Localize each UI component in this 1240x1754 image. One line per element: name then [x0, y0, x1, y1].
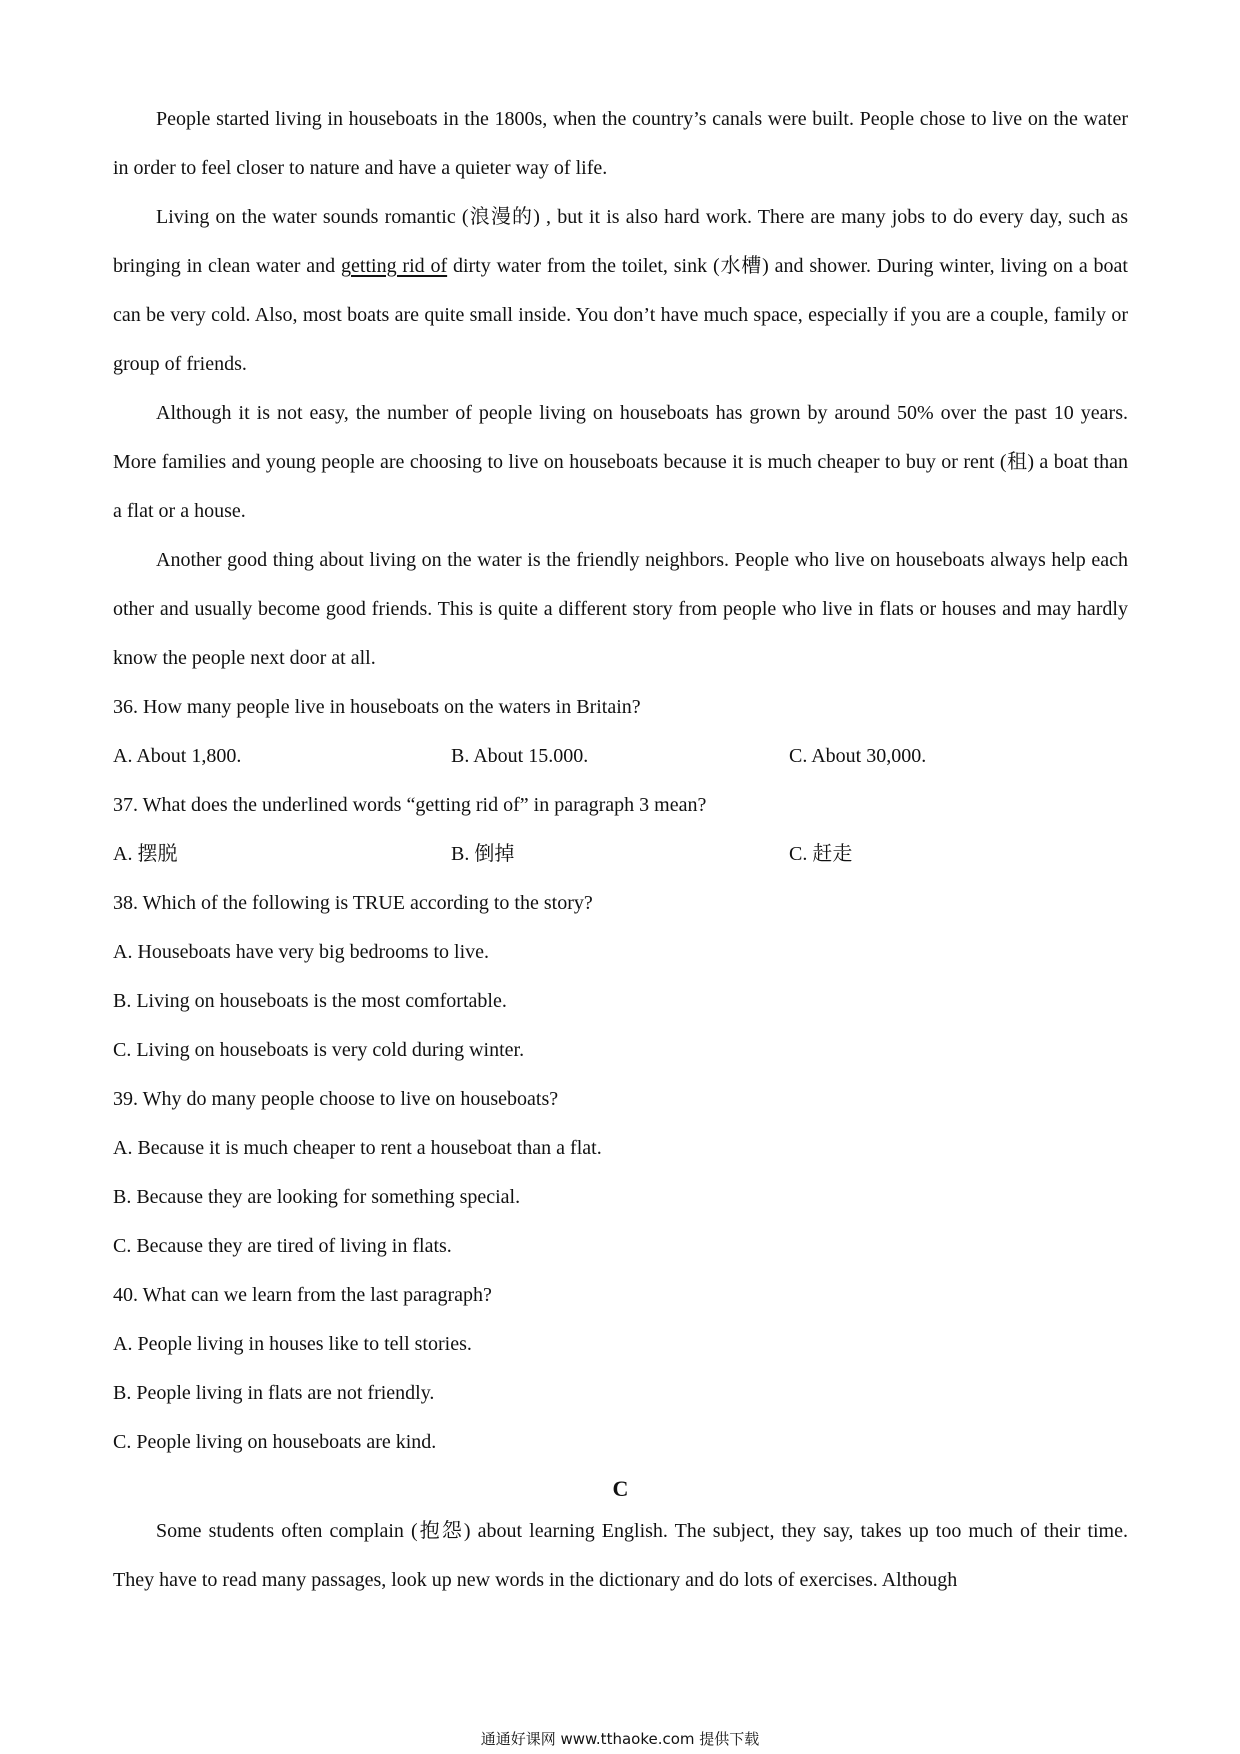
q39-option-a: A. Because it is much cheaper to rent a houseboat than a flat.: [113, 1137, 602, 1159]
q39-option-b: B. Because they are looking for something special.: [113, 1186, 521, 1208]
q38-option-a: A. Houseboats have very big bedrooms to live.: [113, 941, 490, 963]
q40-option-c: C. People living on houseboats are kind.: [113, 1431, 437, 1453]
q37-option-a: A. 摆脱: [113, 843, 178, 865]
document-content: [113, 95, 1128, 1605]
q37-option-b: B. 倒掉: [451, 843, 515, 865]
page-footer: 通通好课网 www.tthaoke.com 提供下载: [480, 1730, 760, 1748]
q40-option-a: A. People living in houses like to tell stories.: [113, 1333, 472, 1355]
q40-option-b: B. People living in flats are not friendly.: [113, 1382, 435, 1404]
paragraph-2-part-2: dirty water from the toilet, sink (水槽) and shower. During winter, living on a boat can be very cold. Also, most boats are quite small inside. You don’t have much space, especially if you are a couple, family or group of friends.: [113, 255, 1128, 375]
section-c-heading: C: [612, 1476, 629, 1501]
question-40: 40. What can we learn from the last paragraph?: [113, 1284, 492, 1306]
question-37: 37. What does the underlined words “getting rid of” in paragraph 3 mean?: [113, 794, 707, 816]
q38-option-b: B. Living on houseboats is the most comfortable.: [113, 990, 507, 1012]
question-38: 38. Which of the following is TRUE according to the story?: [113, 892, 593, 914]
question-39: 39. Why do many people choose to live on houseboats?: [113, 1088, 559, 1110]
paragraph-3: Although it is not easy, the number of people living on houseboats has grown by around 50% over the past 10 years. More families and young people are choosing to live on houseboats because it is much cheaper to buy or rent (租) a boat than a flat or a house.: [113, 402, 1128, 522]
question-36: 36. How many people live in houseboats on the waters in Britain?: [113, 696, 641, 718]
q36-option-b: B. About 15.000.: [451, 745, 589, 767]
underlined-phrase: getting rid of: [341, 255, 448, 277]
paragraph-2-part-1: Living on the water sounds romantic (浪漫的) , but it is also hard work. There are many jobs to do every day, such as bringing in clean water and: [113, 206, 1128, 277]
paragraph-2: [113, 193, 1128, 389]
question-36-options: [113, 732, 1128, 781]
question-37-options: [113, 830, 1128, 879]
q36-option-a: A. About 1,800.: [113, 745, 242, 767]
paragraph-4: Another good thing about living on the water is the friendly neighbors. People who live on houseboats always help each other and usually become good friends. This is quite a different story from people who live in flats or houses and may hardly know the people next door at all.: [113, 549, 1128, 669]
q36-option-c: C. About 30,000.: [789, 745, 927, 767]
paragraph-1: People started living in houseboats in the 1800s, when the country’s canals were built. People chose to live on the water in order to feel closer to nature and have a quieter way of life.: [113, 108, 1128, 179]
q39-option-c: C. Because they are tired of living in flats.: [113, 1235, 452, 1257]
q38-option-c: C. Living on houseboats is very cold during winter.: [113, 1039, 525, 1061]
section-c-paragraph: Some students often complain (抱怨) about learning English. The subject, they say, takes up too much of their time. They have to read many passages, look up new words in the dictionary and do lots of exercises. Although: [113, 1520, 1128, 1591]
q37-option-c: C. 赶走: [789, 843, 853, 865]
